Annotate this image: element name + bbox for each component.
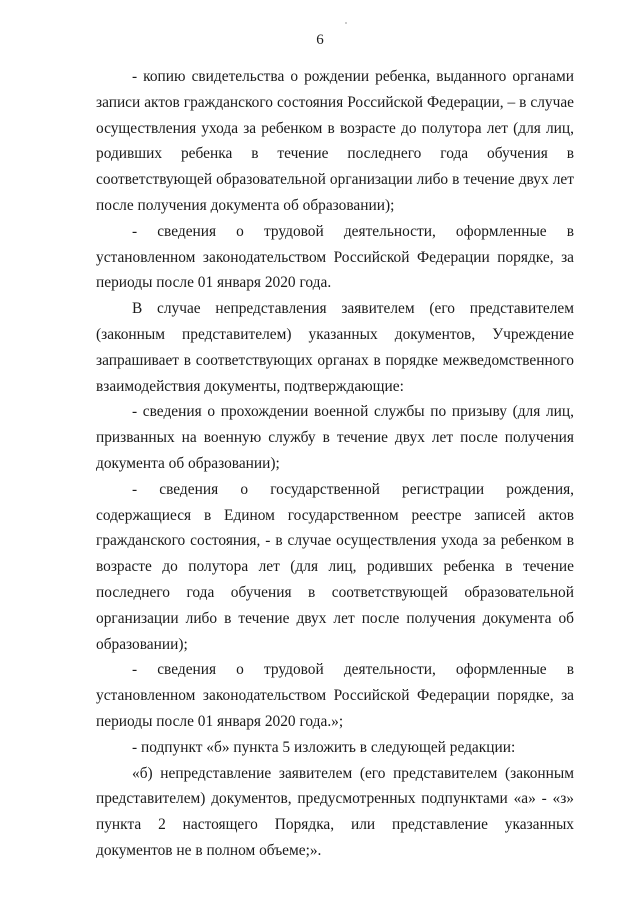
paragraph-labor-activity: - сведения о трудовой деятельности, оформленные в установленном законодательством Российской Федерации порядке, за периоды после 01 января 2020 года. [96, 222, 574, 292]
paragraph-subclause-b: - подпункт «б» пункта 5 изложить в следующей редакции: [132, 738, 516, 756]
paragraph-new-wording: «б) непредставление заявителем (его представителем (законным представителем) документов, предусмотренных подпунктами «а» - «з» пункта 2 настоящего Порядка, или представление указанных документов не в полном объеме;». [96, 764, 574, 859]
document-body [96, 64, 574, 864]
paragraph-military-service: - сведения о прохождении военной службы по призыву (для лиц, призванных на военную службу в течение двух лет после получения документа об образовании); [96, 403, 574, 472]
scan-speck [345, 22, 347, 24]
page-number: 6 [316, 32, 324, 48]
paragraph-interagency-request: В случае непредставления заявителем (его представителем (законным представителем) указанных документов, Учреждение запрашивает в соответствующих органах в порядке межведомственного взаимодействия документы, подтверждающие: [96, 300, 574, 395]
paragraph-labor-activity-2: - сведения о трудовой деятельности, оформленные в установленном законодательством Российской Федерации порядке, за периоды после 01 января 2020 года.»; [96, 661, 574, 730]
paragraph-birth-certificate: - копию свидетельства о рождении ребенка, выданного органами записи актов гражданского состояния Российской Федерации, – в случае осуществления ухода за ребенком в возрасте до полутора лет (для лиц, родивших ребенка в течение последнего года обучения в соответствующей образовательной организации либо в течение двух лет после получения документа об образовании); [96, 68, 574, 214]
paragraph-birth-registration: - сведения о государственной регистрации рождения, содержащиеся в Едином государственном реестре записей актов гражданского состояния, - в случае осуществления ухода за ребенком в возрасте до полутора лет (для лиц, родивших ребенка в течение последнего года обучения в соответствующей образовательной организации либо в течение двух лет после получения документа об образовании); [96, 480, 574, 653]
